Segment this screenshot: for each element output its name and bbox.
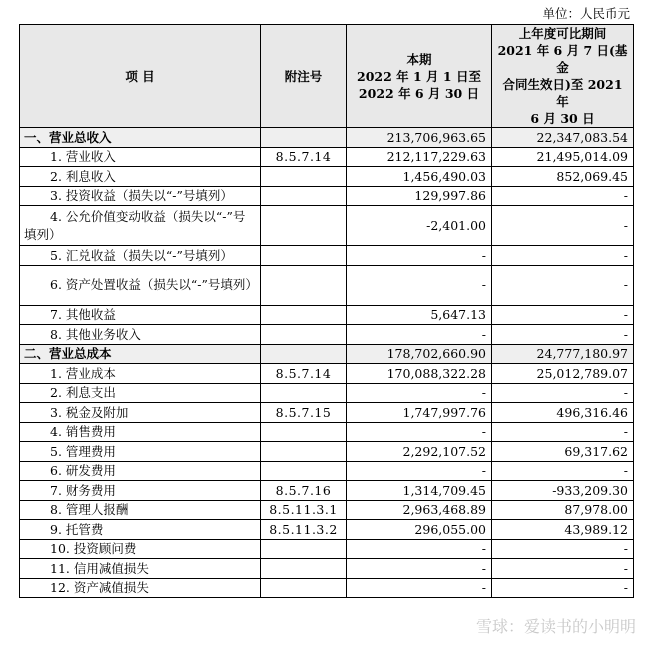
- row-prior-value: 25,012,789.07: [492, 364, 634, 384]
- header-prior-line: 上年度可比期间: [518, 26, 607, 41]
- table-row: [20, 344, 634, 364]
- row-current-value: -: [347, 422, 492, 442]
- row-current-value: -: [347, 325, 492, 345]
- table-row: [20, 265, 634, 305]
- row-note: 8.5.7.15: [261, 403, 347, 423]
- row-label: 3. 投资收益（损失以“-”号填列）: [20, 186, 261, 206]
- table-row: [20, 325, 634, 345]
- row-label: 6. 研发费用: [20, 461, 261, 481]
- row-prior-value: -: [492, 265, 634, 305]
- table-row: [20, 539, 634, 559]
- row-current-value: 178,702,660.90: [347, 344, 492, 364]
- table-body: [20, 128, 634, 598]
- row-label: 4. 公允价值变动收益（损失以“-”号填列）: [20, 206, 261, 246]
- row-current-value: -: [347, 578, 492, 598]
- row-prior-value: -: [492, 461, 634, 481]
- watermark: 雪球：爱读书的小明明: [475, 617, 636, 636]
- row-current-value: -: [347, 246, 492, 266]
- header-prior-period: [492, 25, 634, 128]
- table-row: [20, 364, 634, 384]
- row-label: 8. 管理人报酬: [20, 500, 261, 520]
- row-prior-value: 22,347,083.54: [492, 128, 634, 148]
- row-note: [261, 344, 347, 364]
- row-prior-value: -: [492, 186, 634, 206]
- row-prior-value: -: [492, 383, 634, 403]
- row-label: 7. 财务费用: [20, 481, 261, 501]
- row-current-value: 296,055.00: [347, 520, 492, 540]
- row-note: 8.5.11.3.2: [261, 520, 347, 540]
- row-note: [261, 128, 347, 148]
- table-row: [20, 422, 634, 442]
- row-prior-value: 43,989.12: [492, 520, 634, 540]
- row-current-value: 212,117,229.63: [347, 147, 492, 167]
- row-prior-value: -: [492, 206, 634, 246]
- table-row: [20, 383, 634, 403]
- row-note: [261, 383, 347, 403]
- table-row: [20, 305, 634, 325]
- row-note: [261, 442, 347, 462]
- row-note: [261, 559, 347, 579]
- row-label: 2. 利息支出: [20, 383, 261, 403]
- row-prior-value: -: [492, 539, 634, 559]
- row-current-value: -: [347, 559, 492, 579]
- row-prior-value: -933,209.30: [492, 481, 634, 501]
- row-note: [261, 265, 347, 305]
- table-row: [20, 147, 634, 167]
- table-row: [20, 461, 634, 481]
- row-prior-value: -: [492, 422, 634, 442]
- row-current-value: 129,997.86: [347, 186, 492, 206]
- row-current-value: -: [347, 265, 492, 305]
- row-note: [261, 539, 347, 559]
- row-prior-value: -: [492, 325, 634, 345]
- header-prior-line: 6 月 30 日: [530, 111, 595, 126]
- table-row: [20, 167, 634, 187]
- row-current-value: 1,314,709.45: [347, 481, 492, 501]
- row-prior-value: -: [492, 246, 634, 266]
- row-note: 8.5.11.3.1: [261, 500, 347, 520]
- row-label: 11. 信用减值损失: [20, 559, 261, 579]
- row-label: 5. 管理费用: [20, 442, 261, 462]
- unit-label: 单位：人民币元: [542, 6, 630, 21]
- table-row: [20, 578, 634, 598]
- row-label: 1. 营业收入: [20, 147, 261, 167]
- table-row: [20, 403, 634, 423]
- row-note: [261, 325, 347, 345]
- row-prior-value: 69,317.62: [492, 442, 634, 462]
- row-current-value: 5,647.13: [347, 305, 492, 325]
- row-current-value: 170,088,322.28: [347, 364, 492, 384]
- row-label: 二、营业总成本: [20, 344, 261, 364]
- row-label: 1. 营业成本: [20, 364, 261, 384]
- row-note: [261, 186, 347, 206]
- table-row: [20, 128, 634, 148]
- row-label: 一、营业总收入: [20, 128, 261, 148]
- row-label: 3. 税金及附加: [20, 403, 261, 423]
- row-current-value: 2,292,107.52: [347, 442, 492, 462]
- table-row: [20, 246, 634, 266]
- row-prior-value: 24,777,180.97: [492, 344, 634, 364]
- header-item: 项 目: [20, 25, 261, 128]
- header-prior-line: 合同生效日)至 2021 年: [502, 77, 623, 109]
- row-note: [261, 305, 347, 325]
- row-prior-value: 87,978.00: [492, 500, 634, 520]
- row-label: 10. 投资顾问费: [20, 539, 261, 559]
- row-label: 5. 汇兑收益（损失以“-”号填列）: [20, 246, 261, 266]
- row-current-value: -: [347, 539, 492, 559]
- row-prior-value: 496,316.46: [492, 403, 634, 423]
- row-prior-value: -: [492, 578, 634, 598]
- row-label: 4. 销售费用: [20, 422, 261, 442]
- header-note: 附注号: [261, 25, 347, 128]
- row-label: 2. 利息收入: [20, 167, 261, 187]
- row-prior-value: -: [492, 559, 634, 579]
- row-label: 12. 资产减值损失: [20, 578, 261, 598]
- row-current-value: 1,747,997.76: [347, 403, 492, 423]
- table-row: [20, 520, 634, 540]
- row-current-value: 2,963,468.89: [347, 500, 492, 520]
- row-note: [261, 246, 347, 266]
- row-prior-value: -: [492, 305, 634, 325]
- row-current-value: -: [347, 383, 492, 403]
- table-row: [20, 559, 634, 579]
- row-note: [261, 461, 347, 481]
- row-note: 8.5.7.16: [261, 481, 347, 501]
- row-label: 7. 其他收益: [20, 305, 261, 325]
- row-note: 8.5.7.14: [261, 147, 347, 167]
- row-label: 6. 资产处置收益（损失以“-”号填列）: [20, 265, 261, 305]
- table-row: [20, 186, 634, 206]
- row-note: [261, 167, 347, 187]
- row-current-value: -2,401.00: [347, 206, 492, 246]
- row-note: [261, 422, 347, 442]
- row-label: 8. 其他业务收入: [20, 325, 261, 345]
- row-current-value: -: [347, 461, 492, 481]
- row-label: 9. 托管费: [20, 520, 261, 540]
- table-row: [20, 206, 634, 246]
- row-current-value: 213,706,963.65: [347, 128, 492, 148]
- row-prior-value: 852,069.45: [492, 167, 634, 187]
- header-current-line: 本期: [406, 51, 432, 67]
- income-statement-table: [19, 24, 634, 598]
- row-prior-value: 21,495,014.09: [492, 147, 634, 167]
- row-note: 8.5.7.14: [261, 364, 347, 384]
- header-current-line: 2022 年 6 月 30 日: [358, 85, 480, 101]
- table-row: [20, 442, 634, 462]
- header-current-period: [347, 25, 492, 128]
- table-row: [20, 481, 634, 501]
- header-prior-line: 2021 年 6 月 7 日(基金: [497, 43, 628, 75]
- row-current-value: 1,456,490.03: [347, 167, 492, 187]
- row-note: [261, 206, 347, 246]
- table-row: [20, 500, 634, 520]
- header-current-line: 2022 年 1 月 1 日至: [357, 68, 481, 84]
- row-note: [261, 578, 347, 598]
